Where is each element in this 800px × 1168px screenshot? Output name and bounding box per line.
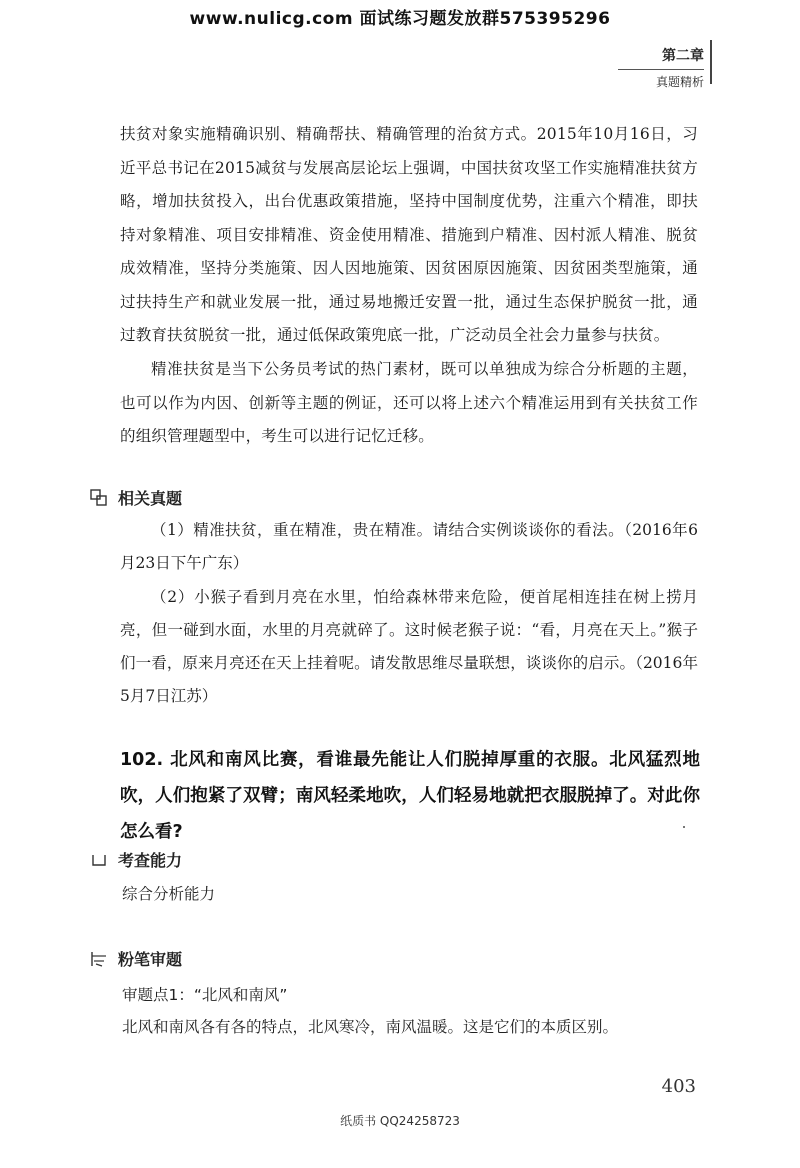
review-label: 粉笔审题 — [118, 950, 183, 969]
body-paragraph-2: 精准扶贫是当下公务员考试的热门素材，既可以单独成为综合分析题的主题，也可以作为内因、创新等主题的例证，还可以将上述六个精准运用到有关扶贫工作的组织管理题型中，考生可以进行记忆迁移。 — [120, 360, 698, 445]
page-number: 403 — [661, 1076, 696, 1097]
chapter-header — [618, 46, 704, 91]
ability-heading — [90, 848, 182, 871]
related-question-1: （1）精准扶贫，重在精准，贵在精准。请结合实例谈谈你的看法。（2016年6月23日下午广东） — [120, 521, 698, 572]
related-questions-label: 相关真题 — [118, 489, 183, 508]
question-102-title: 102. 北风和南风比赛，看谁最先能让人们脱掉厚重的衣服。北风猛烈地吹，人们抱紧了双臂；南风轻柔地吹，人们轻易地就把衣服脱掉了。对此你怎么看? — [120, 750, 700, 842]
ability-icon — [90, 851, 108, 869]
chapter-title: 第二章 — [662, 48, 704, 64]
chapter-side-rule — [710, 40, 712, 84]
related-questions-heading — [90, 486, 182, 509]
review-point-1-text: 北风和南风各有各的特点，北风寒冷，南风温暖。这是它们的本质区别。 — [122, 1018, 619, 1036]
chapter-subtitle: 真题精析 — [655, 75, 704, 89]
related-questions-icon — [90, 489, 108, 507]
scan-speck — [683, 826, 685, 828]
review-heading — [90, 947, 182, 970]
footer-watermark: 纸质书 QQ24258723 — [340, 1114, 460, 1128]
related-question-2: （2）小猴子看到月亮在水里，怕给森林带来危险，便首尾相连挂在树上捞月亮，但一碰到水面，水里的月亮就碎了。这时候老猴子说：“看，月亮在天上。”猴子们一看，原来月亮还在天上挂着呢。请发散思维尽量联想，谈谈你的启示。（2016年5月7日江苏） — [120, 588, 698, 705]
ability-label: 考查能力 — [118, 851, 183, 870]
review-icon — [90, 950, 108, 968]
review-point-1: 审题点1：“北风和南风” — [122, 986, 288, 1004]
chapter-divider — [618, 69, 704, 70]
header-watermark: www.nulicg.com 面试练习题发放群575395296 — [189, 9, 611, 29]
body-paragraph-1: 扶贫对象实施精确识别、精确帮扶、精确管理的治贫方式。2015年10月16日，习近平总书记在2015减贫与发展高层论坛上强调，中国扶贫攻坚工作实施精准扶贫方略，增加扶贫投入，出台优惠政策措施，坚持中国制度优势，注重六个精准，即扶持对象精准、项目安排精准、资金使用精准、措施到户精准、因村派人精准、脱贫成效精准，坚持分类施策、因人因地施策、因贫困原因施策、因贫困类型施策，通过扶持生产和就业发展一批，通过易地搬迁安置一批，通过生态保护脱贫一批，通过教育扶贫脱贫一批，通过低保政策兜底一批，广泛动员全社会力量参与扶贫。 — [120, 125, 698, 344]
ability-value: 综合分析能力 — [122, 885, 216, 903]
